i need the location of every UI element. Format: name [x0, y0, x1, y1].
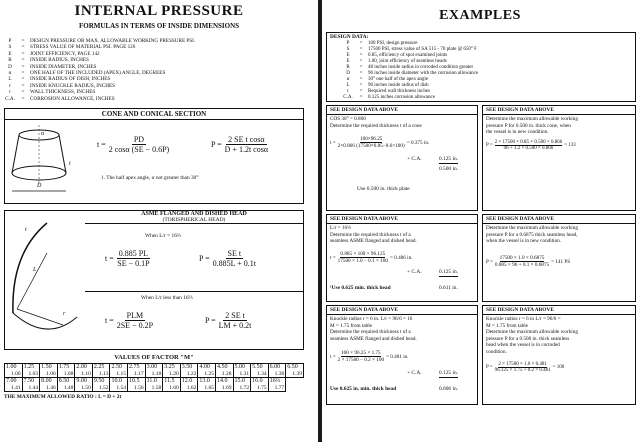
example-2-calc: P = $\frac{2 \times 17500 \times 0.85 \times 0.500 \times 0.866}{96 + 1.2 \times 0.500 \times 0.866}$ = 133 [486, 140, 576, 151]
design-text: 0.125 inches corrosion allowance [368, 94, 435, 100]
design-data-box [326, 32, 636, 102]
example-6-l2: Determine the maximum allowable working [486, 329, 578, 335]
factor-ratio: 1.50 [41, 364, 52, 370]
example-1-cos: COS 30° = 0.866 [330, 116, 366, 122]
dish-r-label: r [63, 311, 66, 317]
definition-symbol: α [8, 70, 12, 77]
factor-cell [5, 364, 23, 378]
factor-row [5, 364, 304, 378]
right-page [322, 0, 638, 442]
dish-head-rim [13, 313, 77, 329]
factor-m-value: 1.03 [28, 371, 39, 377]
asme-pressure-formula-2: P = $\frac{\text{2 SE t}}{LM + 0.2t}$ [205, 311, 252, 330]
factor-ratio: 2.75 [129, 364, 140, 370]
design-text: 0.85, efficiency of spot examined joints [368, 52, 448, 58]
definition-text: ONE HALF OF THE INCLUDED (APEX) ANGLE, DEGREES [30, 70, 166, 77]
dish-radius-line [17, 253, 47, 309]
design-symbol: S [346, 46, 350, 52]
cone-note: 1. The half apex angle, α not greater than 30° [101, 175, 199, 181]
dish-knuckle-line [17, 309, 66, 325]
factor-cell [92, 378, 110, 392]
example-6-l4: head when the vessel is in corroded [486, 342, 560, 348]
factor-ratio: 16.0 [252, 378, 263, 384]
example-2-head: SEE DESIGN DATA ABOVE [483, 106, 635, 115]
definition-text: STRESS VALUE OF MATERIAL PSI. PAGE 126 [30, 44, 136, 51]
equals-sign: = [21, 44, 25, 51]
factor-cell [75, 364, 93, 378]
example-3-total: 0.611 in. [439, 285, 458, 291]
example-4-l1: Determine the maximum allowable working [486, 225, 578, 231]
factor-cell [233, 364, 251, 378]
factor-m-value: 1.06 [46, 371, 56, 377]
factor-m-value: 1.46 [46, 385, 56, 391]
factor-row [5, 378, 304, 392]
example-1-desc: Determine the required thickness t of a cone [330, 122, 422, 129]
example-3-l1: Determine the required thickness t of a [330, 231, 411, 238]
asme-t2-denominator: 2SE − 0.2P [116, 321, 154, 330]
factor-m-value: 1.18 [151, 371, 162, 377]
design-text: Required wall thickness inches [368, 88, 431, 94]
factor-m-value: 1.13 [98, 371, 109, 377]
cone-right-edge [59, 135, 66, 173]
definition-symbol: r [9, 82, 11, 89]
factor-ratio: 9.00 [76, 378, 87, 384]
equals-sign: = [359, 58, 363, 64]
definition-text: JOINT EFFICIENCY, PAGE 142 [30, 50, 100, 57]
example-6-calc: P = $\frac{2 \times 17500 \times 1.0 \times 0.481}{96.125 \times 1.75 + 0.2 \times 0.481}$ = 100 [486, 362, 565, 373]
asme-pressure-formula-1: P = $\frac{\text{SE t}}{0.885L + 0.1t}$ [199, 249, 256, 268]
factor-ratio: 15.0 [234, 378, 246, 384]
example-2-result: = 133 [564, 143, 576, 148]
factor-ratio: 10.0 [111, 378, 122, 384]
factor-cell [215, 364, 233, 378]
equals-sign: = [359, 52, 363, 58]
equals-sign: = [21, 57, 25, 64]
design-symbol: α [346, 76, 350, 82]
factor-cell [180, 364, 198, 378]
definition-symbol: C.A. [5, 95, 15, 102]
factor-cell [57, 378, 75, 392]
cone-section [4, 108, 304, 204]
design-text: 30° one half of the apex angle [368, 76, 429, 82]
dish-head-outline [13, 223, 47, 313]
factor-m-value: 1.00 [10, 371, 21, 377]
example-4-result: = 141 PS [551, 258, 571, 265]
factor-table-title: VALUES OF FACTOR "M" [114, 354, 194, 361]
example-5-result: = 0.481 in. [386, 353, 409, 360]
example-1-num: 100×96.25 [360, 136, 383, 142]
cone-left-edge [12, 135, 19, 173]
example-1-use: Use 0.500 in. thick plate [357, 186, 410, 192]
factor-m-value: 1.77 [274, 385, 285, 391]
design-text: 100 PSI, design pressure [368, 40, 418, 46]
factor-ratio: 8.00 [41, 378, 52, 384]
factor-cell [5, 378, 23, 392]
example-1-ca-value: 0.125 in. [439, 156, 459, 162]
factor-m-value: 1.34 [257, 371, 267, 377]
factor-m-value: 1.52 [98, 385, 109, 391]
definition-text: CORROSION ALLOWANCE, INCHES [30, 95, 115, 102]
example-1-result: = 0.375 in. [406, 139, 430, 146]
example-6-l5: condition. [486, 348, 507, 355]
definition-text: INSIDE DIAMETER, INCHES [30, 63, 97, 70]
factor-ratio: 2.00 [76, 364, 87, 370]
definition-symbol: R [8, 57, 12, 64]
factor-m-value: 1.62 [186, 385, 197, 391]
example-5-head: SEE DESIGN DATA ABOVE [327, 306, 477, 315]
cone-p-numerator: 2 SE t cosα [228, 135, 265, 144]
example-3-num: 0.885 × 100 × 96.125 [340, 251, 386, 257]
definition-symbol: S [8, 44, 12, 51]
definition-text: DESIGN PRESSURE OR MAX. ALLOWABLE WORKING PRESSURE PSI. [30, 38, 196, 44]
definition-text: WALL THICKNESS, INCHES [30, 89, 96, 96]
factor-m-value: 1.58 [151, 385, 162, 391]
example-head-pressure [482, 214, 636, 302]
factor-cell [286, 364, 304, 378]
factor-ratio: 3.50 [181, 364, 193, 370]
factor-m-value: 1.50 [81, 385, 91, 391]
example-knuckle-thickness [326, 305, 478, 405]
cone-thickness-formula: t = $\frac{PD}{2 \cos\alpha (SE - 0.6P)}$ [97, 135, 170, 154]
design-text: 96 inches inside radius of dish [368, 82, 429, 88]
design-text: 96 inches inside diameter with the corrosion allowance [368, 70, 479, 76]
asme-thickness-formula-2: t = PLM 2SE − 0.2P [105, 311, 154, 330]
example-1-total: 0.500 in. [439, 166, 459, 172]
factor-cell [57, 364, 75, 378]
example-3-head: SEE DESIGN DATA ABOVE [327, 215, 477, 224]
left-page [0, 0, 318, 442]
factor-cell [268, 378, 286, 392]
example-1-calc: t = $\frac{100\times 96.25}{2\times 0.866 (17500\times 0.85-0.6\times 100)}$ = 0.375 in. [330, 136, 430, 149]
definition-symbol: E [8, 50, 12, 57]
factor-cell [198, 364, 216, 378]
design-symbol: L [346, 82, 350, 88]
example-1-den: 2×0.866 (17500×0.85−0.6×100) [337, 143, 405, 149]
example-5-knuckle: Knuckle radius r = 6 in. L/r = 96/6 = 16 [330, 316, 413, 322]
factor-cell [163, 364, 181, 378]
factor-m-value: 1.36 [274, 371, 285, 377]
factor-ratio: 4.50 [216, 364, 228, 370]
factor-ratio: 14.0 [216, 378, 228, 384]
dish-head-diagram [7, 213, 85, 349]
example-head-thickness [326, 214, 478, 302]
example-6-knuckle: Knuckle radius r = 6 in L/r = 96/6 = [486, 316, 561, 322]
factor-cell [92, 364, 110, 378]
definition-row [4, 96, 304, 102]
factor-cell [251, 364, 269, 378]
factor-cell [145, 364, 163, 378]
asme-p1-numerator: SE t [227, 249, 242, 258]
example-5-total: 0.606 in. [439, 386, 459, 392]
factor-m-value: 1.28 [221, 371, 232, 377]
definition-text: INSIDE RADIUS OF DISH, INCHES [30, 76, 111, 83]
asme-t1-numerator: 0.885 PL [118, 249, 149, 258]
factor-m-value: 1.10 [81, 371, 91, 377]
cone-d-label: D [37, 183, 42, 189]
dish-l-label: L [33, 267, 37, 273]
example-6-l3: pressure P for a 0.500 in. thick seamless [486, 335, 570, 342]
factor-cell [75, 378, 93, 392]
asme-section [4, 210, 304, 350]
example-4-l2: pressure P for a 0.6875 thick seamless head, [486, 231, 578, 238]
definition-symbol: P [8, 38, 12, 44]
design-text: 17500 PSI, stress value of SA 515 - 70 plate @ 650° F [368, 46, 477, 52]
example-4-num: 17500 × 1.0 × 0.6875 [499, 255, 545, 261]
cone-t-label: t [69, 161, 71, 167]
asme-divider [85, 291, 303, 292]
equals-sign: = [21, 38, 25, 44]
example-4-l3: when the vessel is in new condition. [486, 238, 562, 244]
example-5-use: Use 0.625 in. min. thick head [330, 386, 397, 392]
equals-sign: = [359, 76, 363, 82]
equals-sign: = [21, 89, 25, 96]
factor-ratio: 6.00 [269, 364, 281, 370]
dish-t-label: t [25, 227, 27, 233]
design-data-label: DESIGN DATA: [330, 34, 369, 40]
factor-table [4, 363, 304, 392]
example-6-head: SEE DESIGN DATA ABOVE [483, 306, 635, 315]
factor-m-value: 1.60 [169, 385, 179, 391]
factor-ratio: 2.25 [93, 364, 105, 370]
example-3-l2: seamless ASME flanged and dished head. [330, 238, 417, 244]
factor-ratio: 16⅔ [269, 378, 281, 384]
example-3-den: 17500 × 1.0 − 0.1 × 100 [337, 258, 388, 264]
example-5-l3: seamless ASME flanged and dished head. [330, 335, 417, 342]
equals-sign: = [359, 94, 363, 100]
factor-cell [40, 364, 58, 378]
factor-m-value: 1.31 [239, 371, 250, 377]
equals-sign: = [359, 88, 363, 94]
factor-m-value: 1.39 [292, 371, 302, 377]
factor-m-value: 1.48 [63, 385, 74, 391]
page-subtitle: FORMULAS IN TERMS OF INSIDE DIMENSIONS [78, 22, 240, 30]
example-6-den: 96.125 × 1.75 + 0.2 × 0.481 [494, 368, 551, 373]
example-6-result: = 100 [552, 365, 565, 370]
examples-title: EXAMPLES [439, 8, 521, 23]
factor-m-value: 1.54 [116, 385, 127, 391]
asme-header [85, 211, 303, 224]
example-3-ratio: L/r = 16⅔ [330, 225, 351, 231]
asme-p2-denominator: LM + 0.2t [218, 321, 252, 330]
design-symbol: E [346, 52, 350, 58]
example-knuckle-pressure [482, 305, 636, 405]
example-cone-pressure [482, 105, 636, 211]
definition-text: INSIDE KNUCKLE RADIUS, INCHES [30, 82, 116, 89]
example-5-den: 2 × 17500 − 0.2 × 100 [337, 357, 385, 363]
factor-m-value: 1.75 [257, 385, 267, 391]
design-data-list [330, 41, 632, 101]
equals-sign: = [21, 82, 25, 89]
design-symbol: P [346, 40, 350, 46]
factor-cell [145, 378, 163, 392]
example-5-l2: Determine the required thickness t of a [330, 329, 411, 335]
factor-cell [22, 378, 40, 392]
example-5-ca: + C.A. [407, 370, 422, 376]
design-symbol: R [346, 64, 350, 70]
factor-ratio: 11.5 [164, 378, 175, 384]
factor-cell [163, 378, 181, 392]
definition-text: INSIDE RADIUS, INCHES [30, 57, 89, 64]
factor-cell [22, 364, 40, 378]
equals-sign: = [359, 40, 363, 46]
factor-ratio: 12.0 [181, 378, 193, 384]
factor-m-value: 1.08 [63, 371, 74, 377]
asme-p1-denominator: 0.885L + 0.1t [212, 259, 256, 268]
definition-symbol: L [8, 76, 12, 83]
factor-ratio: 1.75 [58, 364, 70, 370]
asme-t2-numerator: PLM [126, 311, 144, 320]
design-text: 1.00, joint efficiency of seamless heads [368, 58, 447, 64]
design-symbol: t [347, 88, 349, 94]
equals-sign: = [21, 76, 25, 83]
factor-ratio: 6.50 [287, 364, 298, 370]
example-2-den: 96 + 1.2 × 0.500 × 0.866 [503, 146, 554, 151]
page-title: INTERNAL PRESSURE [74, 3, 244, 19]
factor-ratio: 3.25 [164, 364, 175, 370]
factor-m-value: 1.22 [186, 371, 197, 377]
factor-ratio: 11.0 [146, 378, 157, 384]
example-5-calc: t = $\frac{100 \times 96.25 \times 1.75}{2 \times 17500 - 0.2 \times 100}$ = 0.481 in. [330, 350, 409, 363]
equals-sign: = [21, 63, 25, 70]
example-5-num: 100 × 96.25 × 1.75 [341, 350, 381, 356]
design-symbol: D [346, 70, 350, 76]
example-4-den: 0.885 × 96 + 0.1 × 0.6875 [494, 262, 550, 268]
equals-sign: = [21, 50, 25, 57]
factor-cell [110, 364, 128, 378]
example-4-calc: P = $\frac{17500 \times 1.0 \times 0.6875}{0.885 \times 96 + 0.1 \times 0.6875}$ = 141 PS [486, 255, 571, 268]
design-symbol: C.A. [343, 94, 353, 100]
cone-p-denominator: D + 1.2t cosα [224, 145, 269, 154]
factor-cell [268, 364, 286, 378]
asme-p2-numerator: 2 SE t [225, 311, 245, 320]
example-2-num: 2 × 17500 × 0.85 × 0.500 × 0.866 [494, 140, 563, 145]
example-cone-thickness [326, 105, 478, 211]
asme-t1-denominator: SE − 0.1P [117, 259, 150, 268]
factor-ratio: 5.50 [252, 364, 263, 370]
factor-ratio: 3.00 [146, 364, 158, 370]
cone-t-denominator: 2 cosα (SE − 0.6P) [108, 145, 170, 154]
factor-m-value: 1.69 [221, 385, 232, 391]
factor-ratio: 8.50 [58, 378, 70, 384]
cone-alpha-label: α [41, 131, 45, 137]
equals-sign: = [359, 64, 363, 70]
cone-t-numerator: PD [133, 135, 145, 144]
example-3-ca: + C.A. [407, 269, 422, 275]
factor-ratio: 9.50 [93, 378, 105, 384]
factor-cell [251, 378, 269, 392]
example-3-ca-value: 0.125 in. [439, 269, 459, 275]
design-data-row [342, 95, 632, 101]
factor-m-value: 1.17 [134, 371, 144, 377]
example-6-num: 2 × 17500 × 1.0 × 0.481 [498, 362, 547, 367]
factor-cell [180, 378, 198, 392]
factor-m-value: 1.41 [10, 385, 21, 391]
factor-m-value: 1.56 [134, 385, 144, 391]
factor-cell [215, 378, 233, 392]
factor-cell [233, 378, 251, 392]
example-4-head: SEE DESIGN DATA ABOVE [483, 215, 635, 224]
example-2-l2: pressure P for 0.500 in. thick cone, when [486, 122, 571, 129]
example-2-l3: the vessel is in new condition. [486, 129, 549, 135]
factor-ratio: 1.00 [6, 364, 17, 370]
design-text: 48 inches inside radius in corroded condition greater [368, 64, 474, 70]
factor-ratio: 4.00 [199, 364, 210, 370]
definition-symbol: D [8, 63, 12, 70]
example-3-calc: t = $\frac{0.885 \times 100 \times 96.125}{17500 \times 1.0 - 0.1 \times 100}$ = 0.486 in. [330, 251, 413, 264]
equals-sign: = [359, 70, 363, 76]
factor-m-value: 1.44 [28, 385, 39, 391]
factor-cell [110, 378, 128, 392]
example-3-result: = 0.486 in. [389, 254, 413, 261]
factor-m-value: 1.72 [239, 385, 250, 391]
equals-sign: = [21, 95, 25, 102]
factor-m-value: 1.20 [169, 371, 179, 377]
factor-cell [128, 378, 146, 392]
factor-ratio: 1.25 [23, 364, 35, 370]
design-symbol: E [346, 58, 350, 64]
asme-thickness-formula-1: t = $\frac{0.885 PL}{SE - 0.1P}$ [105, 249, 150, 268]
factor-m-value: 1.15 [116, 371, 127, 377]
factor-footer: THE MAXIMUM ALLOWED RATIO : L = D + 2t [4, 394, 122, 400]
example-6-m: M = 1.75 from table [486, 322, 528, 329]
cone-title: CONE AND CONICAL SECTION [5, 109, 303, 120]
factor-ratio: 13.0 [199, 378, 210, 384]
asme-when-2: When L/r less than 16⅔ [141, 295, 193, 301]
factor-cell [40, 378, 58, 392]
example-1-head: SEE DESIGN DATA ABOVE [327, 106, 477, 115]
example-3-use: ¹Use 0.625 min. thick head [330, 285, 391, 291]
example-2-l1: Determine the maximum allowable working [486, 116, 578, 122]
equals-sign: = [21, 70, 25, 77]
factor-ratio: 10.5 [129, 378, 140, 384]
example-5-ca-value: 0.125 in. [439, 370, 459, 376]
definitions-list [4, 38, 304, 102]
factor-ratio: 2.50 [111, 364, 122, 370]
example-5-m: M = 1.75 from table [330, 322, 372, 329]
factor-ratio: 7.00 [6, 378, 17, 384]
factor-cell [198, 378, 216, 392]
equals-sign: = [359, 82, 363, 88]
asme-title: ASME FLANGED AND DISHED HEAD [141, 211, 247, 217]
factor-cell [128, 364, 146, 378]
cone-pressure-formula: P = $\frac{\text{2 SE t cosα}}{\text{D + 1.2t cosα}}$ [211, 135, 269, 154]
definition-symbol: t [9, 89, 11, 96]
asme-subtitle: (TORISPHERICAL HEAD) [162, 217, 226, 223]
factor-m-value: 1.25 [204, 371, 214, 377]
factor-ratio: 5.00 [234, 364, 246, 370]
factor-ratio: 7.50 [23, 378, 35, 384]
asme-when-1: When L/r = 16⅔ [145, 233, 181, 239]
example-1-ca: + C.A. [407, 156, 422, 162]
factor-m-value: 1.65 [204, 385, 214, 391]
equals-sign: = [359, 46, 363, 52]
